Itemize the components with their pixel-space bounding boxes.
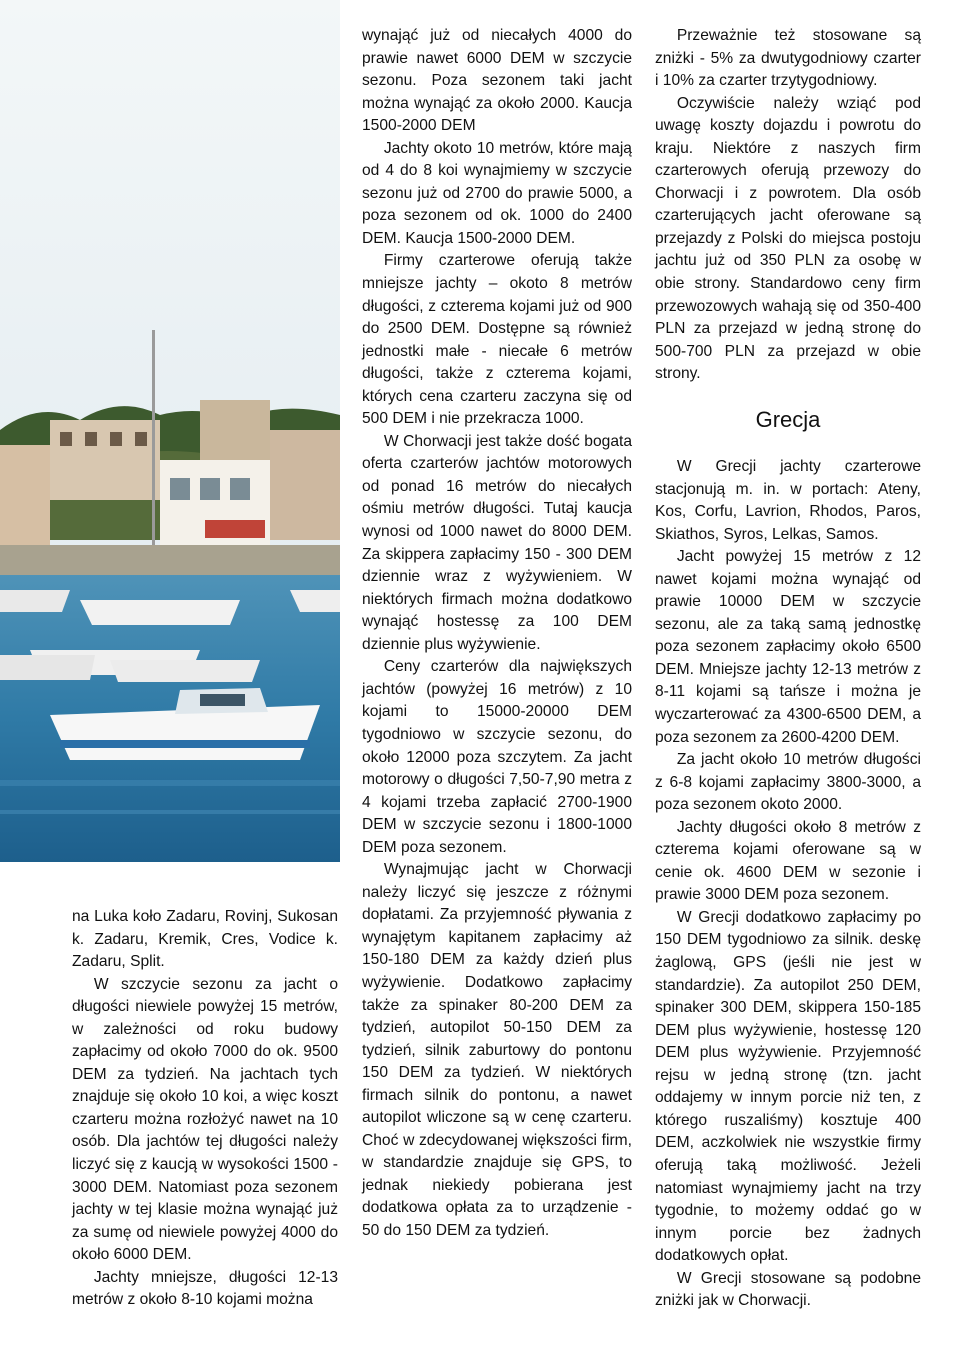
paragraph: Jachty długości około 8 metrów z czterema kojami oferowane są w cenie ok. 4600 DEM w sezonie i prawie 3000 DEM poza sezonem. (655, 818, 921, 904)
paragraph: na Luka koło Zadaru, Rovinj, Sukosan k. Zadaru, Kremik, Cres, Vodice k. Zadaru, Split. (72, 908, 338, 971)
paragraph: Przeważnie też stosowane są zniżki - 5% za dwutygodniowy czarter i 10% za czarter trzytygodniowy. (655, 27, 921, 90)
paragraph: Jacht powyżej 15 metrów z 12 nawet kojami można wynająć od prawie 10000 DEM w szczycie sezonu, ale za taką samą jednostkę poza sezonem zapłacimy około 6500 DEM. Mniejsze jachty 12-13 metrów z 8-11 kojami są tańsze i można je wyczarterować za 4300-6500 DEM, a poza sezonem za 2600-4200 DEM. (655, 548, 921, 746)
column-1 (72, 906, 338, 1312)
section-heading-grecja: Grecja (755, 407, 821, 432)
paragraph: Jachty mniejsze, długości 12-13 metrów z około 8-10 kojami można (72, 1268, 338, 1309)
column-3 (655, 25, 921, 386)
harbor-photo (0, 0, 340, 862)
paragraph: W Grecji dodatkowo zapłacimy po 150 DEM tygodniowo za silnik. deskę żaglową, GPS (jeśli nie jest w standardzie). Za autopilot 250 DEM, spinaker 300 DEM, skippera 150-185 DEM plus wyżywienie, hostessę 120 DEM plus wyżywienie. Przyjemność rejsu w jedną stronę (tzn. jacht oddajemy w innym porcie niż ten, z którego ruszaliśmy) kosztuje 400 DEM, aczkolwiek nie wszystkie firmy oferują taką możliwość. Jeżeli natomiast wynajmiemy jacht na trzy tygodnie, to możemy oddać go w innym porcie bez żadnych dodatkowych opłat. (655, 908, 921, 1265)
paragraph: Jachty okoto 10 metrów, które mają od 4 do 8 koi wynajmiemy w szczycie sezonu już od 2700 do prawie 5000, a poza sezonem od ok. 1000 do 2400 DEM. Kaucja 1500-2000 DEM. (362, 139, 632, 247)
column-2 (362, 25, 632, 1243)
paragraph: W Grecji stosowane są podobne zniżki jak w Chorwacji. (655, 1269, 921, 1310)
paragraph: Firmy czarterowe oferują także mniejsze jachty – okoto 8 metrów długości, z czterema kojami już od 900 do 2500 DEM. Dostępne są również jednostki małe - niecałe 6 metrów długości, także z czterema kojami, których cena czarteru zaczyna się od 500 DEM i nie przekracza 1000. (362, 252, 632, 428)
harbor-photo-illustration (0, 0, 340, 862)
paragraph: W Chorwacji jest także dość bogata oferta czarterów jachtów motorowych od ponad 16 metrów do niecałych ośmiu metrów długości. Tutaj kaucja wynosi od 1000 nawet do 8000 DEM. Za skippera zapłacimy 150 - 300 DEM dziennie wraz z wyżywieniem. W niektórych firmach można dodatkowo wynająć hostessę za 100 DEM dziennie plus wyżywienie. (362, 432, 632, 653)
paragraph: W Grecji jachty czarterowe stacjonują m. in. w portach: Ateny, Kos, Corfu, Lavrion, Rhodos, Paros, Skiathos, Syros, Lelkas, Samos. (655, 458, 921, 543)
paragraph: Ceny czarterów dla największych jachtów (powyżej 16 metrów) z 10 kojami to 15000-20000 DEM tygodniowo w szczycie sezonu, do około 12000 poza szczytem. Za jacht motorowy o długości 7,50-7,90 metra z 4 kojami trzeba zapłacić 2700-1900 DEM w szczycie sezonu i 1800-1000 DEM poza sezonem. (362, 658, 632, 856)
paragraph: wynająć już od niecałych 4000 do prawie nawet 6000 DEM w szczycie sezonu. Poza sezonem taki jacht można wynająć za około 2000. Kaucja 1500-2000 DEM (362, 27, 632, 135)
column-3-continued (655, 456, 921, 1313)
paragraph: Wynajmując jacht w Chorwacji należy liczyć się jeszcze z różnymi dopłatami. Za przyjemność pływania z wynajętym kapitanem zapłacimy aż 150-180 DEM za każdy dzień plus wyżywienie. Dodatkowo zapłacimy także za spinaker 80-200 DEM za tydzień, autopilot 50-150 DEM za tydzień, silnik zaburtowy do pontonu 150 DEM za tydzień. W niektórych firmach silnik do pontonu, a nawet autopilot wliczone są w cenę czarteru. Choć w zdecydowanej większości firm, w standardzie znajduje się GPS, to jednak niekiedy pobierana jest dodatkowa opłata za to urządzenie - 50 do 150 DEM za tydzień. (362, 861, 632, 1239)
paragraph: W szczycie sezonu za jacht o długości niewiele powyżej 15 metrów, w zależności od roku budowy zapłacimy od około 7000 do ok. 9500 DEM za tydzień. Na jachtach tych znajduje się około 10 koi, a więc koszt czarteru można rozłożyć nawet na 10 osób. Dla jachtów tej długości należy liczyć się z kaucją w wysokości 1500 - 3000 DEM. Natomiast poza sezonem jachty w tej klasie można wynająć już za sumę od niewiele powyżej 4000 do około 6000 DEM. (72, 975, 338, 1264)
paragraph: Oczywiście należy wziąć pod uwagę koszty dojazdu i powrotu do kraju. Niektóre z naszych firm czarterowych oferują przewozy do Chorwacji i z powrotem. Dla osób czarterujących jacht oferowane są przejazdy z Polski do miejsca postoju jachtu już od 350 PLN za osobę w obie strony. Standardowo ceny firm przewozowych wahają się od 350-400 PLN za przejazd w jedną stronę do 500-700 PLN za przejazd w obie strony. (655, 94, 921, 383)
paragraph: Za jacht około 10 metrów długości z 6-8 kojami zapłacimy 3800-3000, a poza sezonem okoto 2000. (655, 751, 921, 814)
